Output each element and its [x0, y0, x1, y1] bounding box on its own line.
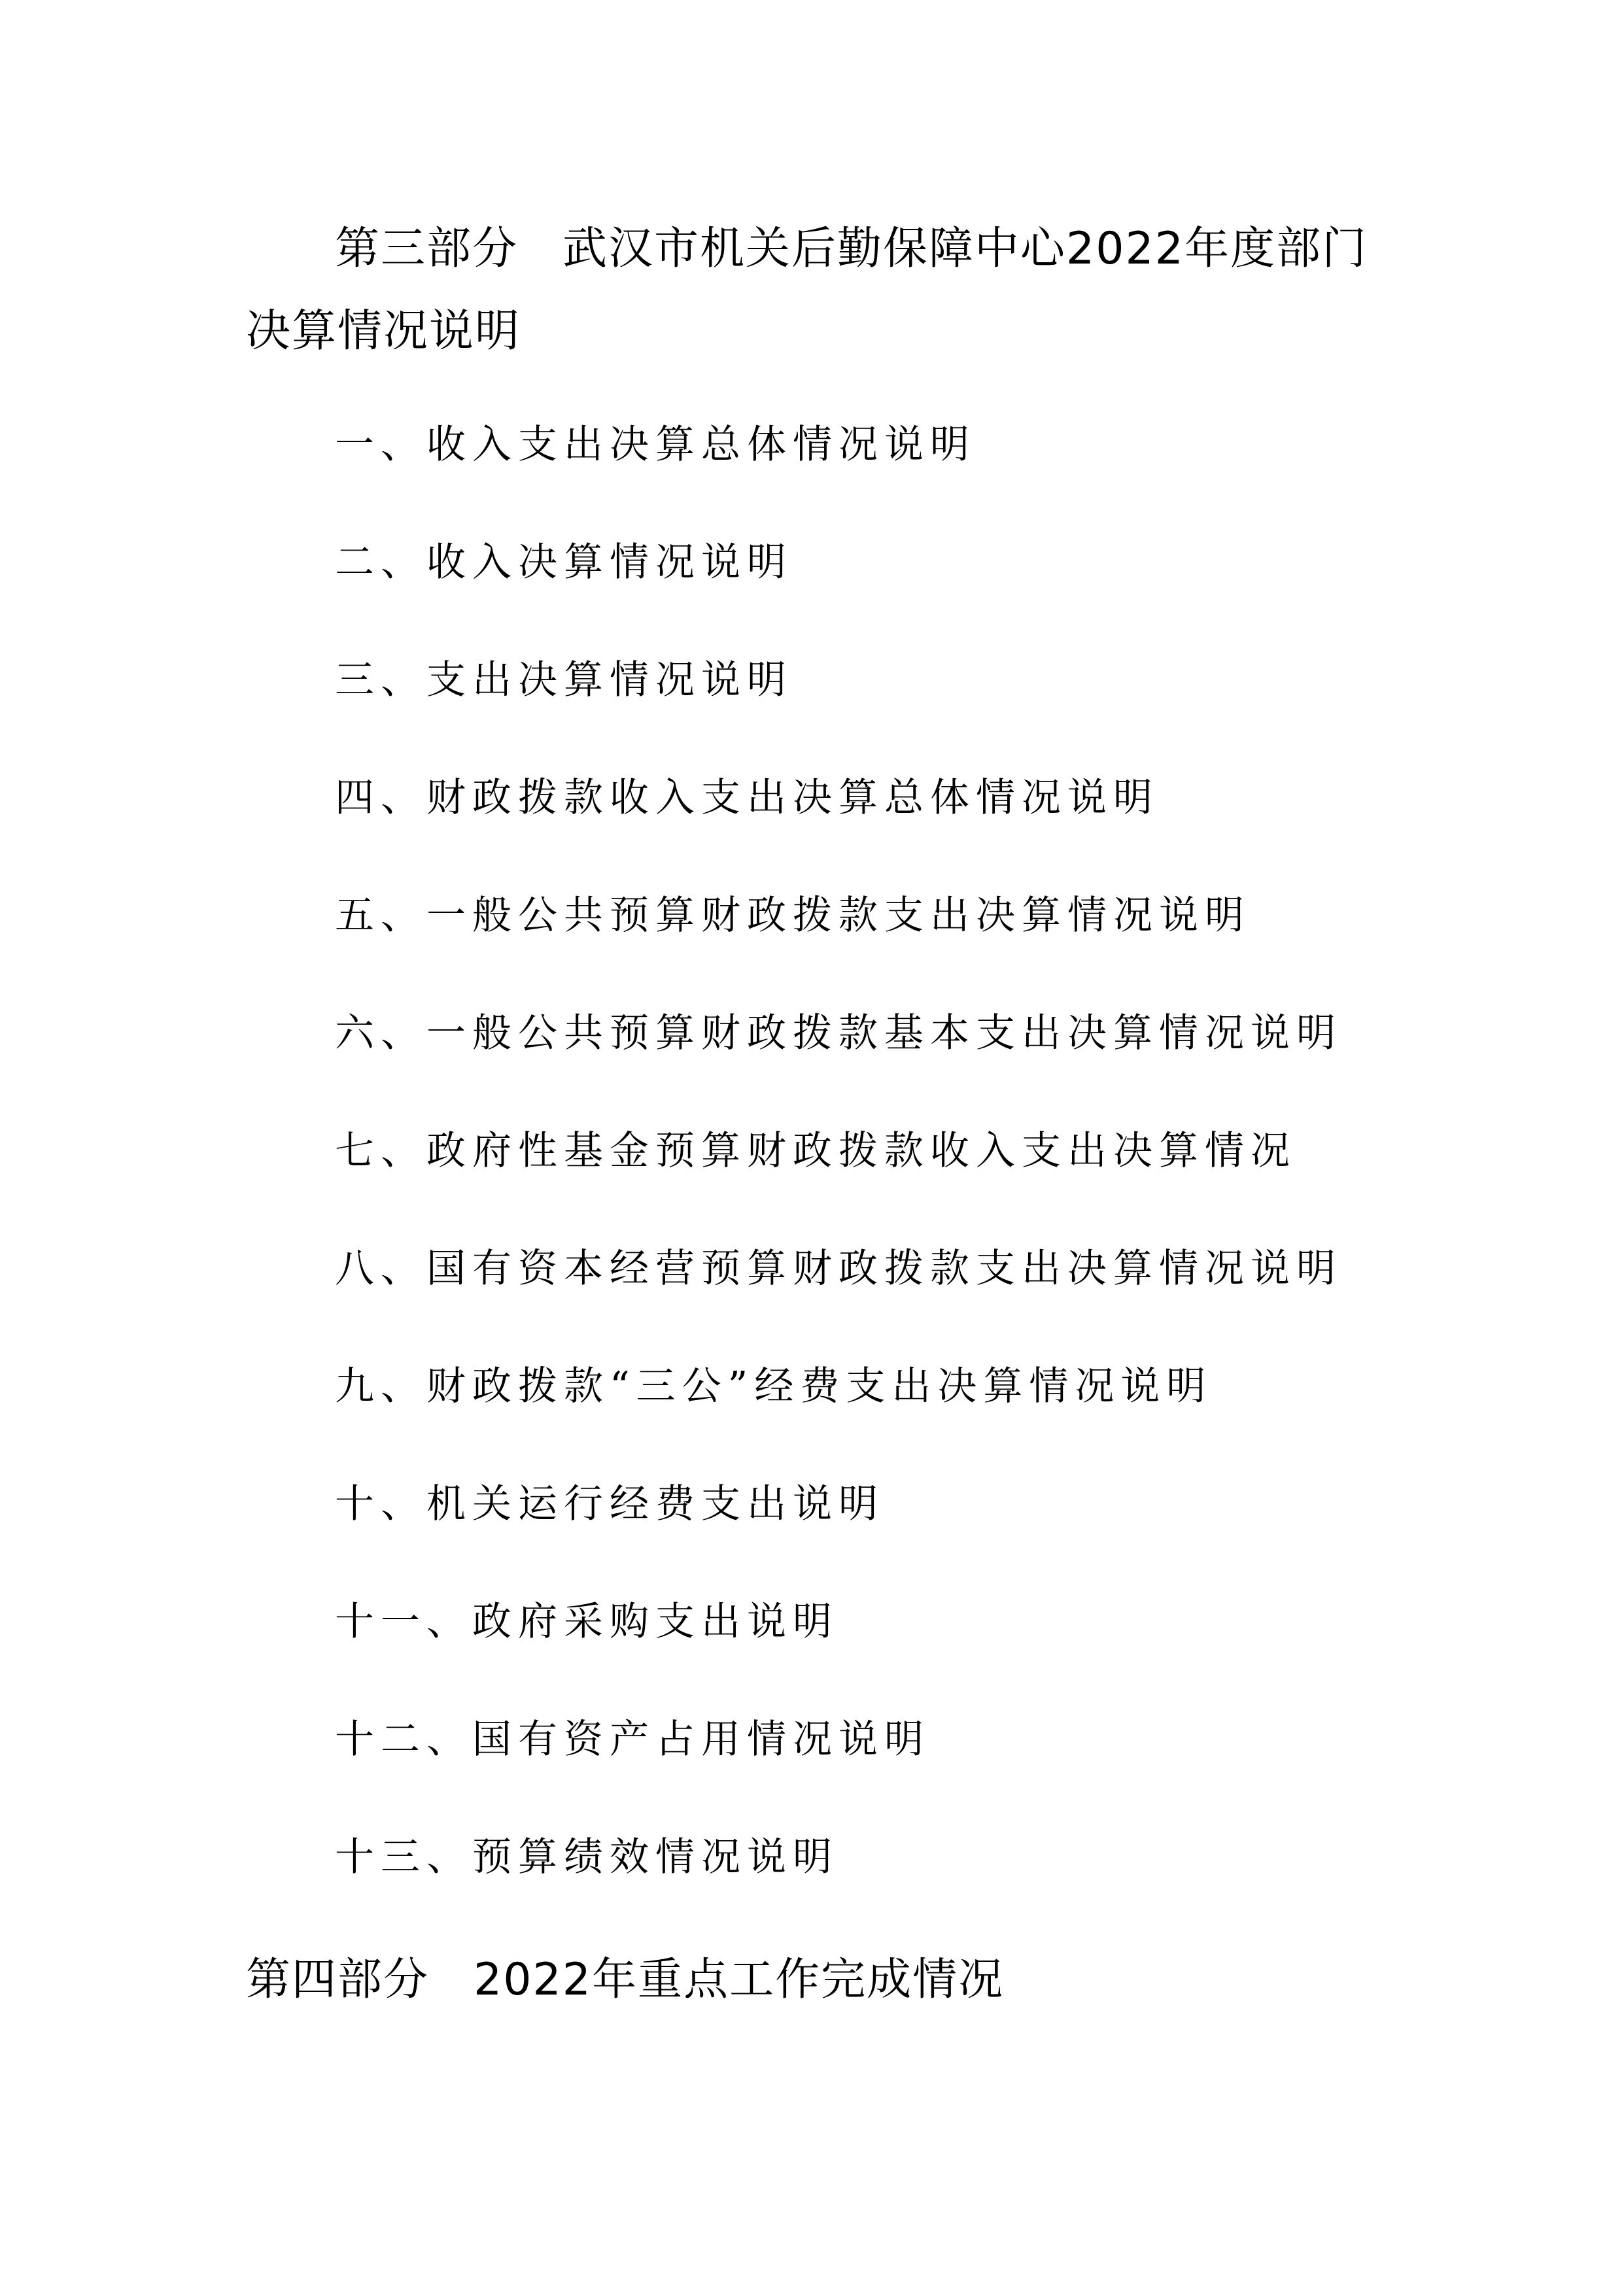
section-item: 五、一般公共预算财政拨款支出决算情况说明	[335, 893, 1251, 938]
part-three-title: 武汉市机关后勤保障中心2022年度部门决算情况说明	[246, 223, 1368, 357]
section-item: 九、财政拨款“三公”经费支出决算情况说明	[335, 1363, 1213, 1409]
section-item: 三、支出决算情况说明	[335, 657, 793, 703]
part-three-label: 第三部分	[335, 223, 519, 275]
section-item: 十一、政府采购支出说明	[335, 1599, 838, 1645]
section-item: 八、国有资本经营预算财政拨款支出决算情况说明	[335, 1246, 1342, 1292]
section-item: 十三、预算绩效情况说明	[335, 1834, 838, 1880]
section-item: 十二、国有资产占用情况说明	[335, 1717, 930, 1762]
part-three-heading	[246, 208, 1384, 373]
section-item: 十、机关运行经费支出说明	[335, 1481, 884, 1527]
section-item: 四、财政拨款收入支出决算总体情况说明	[335, 775, 1159, 821]
section-list	[335, 405, 1342, 1936]
part-four-heading	[246, 1939, 1384, 2021]
part-four-label: 第四部分	[246, 1954, 430, 2006]
part-four-title: 2022年重点工作完成情况	[474, 1954, 1005, 2006]
section-item: 七、政府性基金预算财政拨款收入支出决算情况	[335, 1128, 1296, 1174]
section-item: 六、一般公共预算财政拨款基本支出决算情况说明	[335, 1010, 1342, 1056]
section-item: 一、收入支出决算总体情况说明	[335, 422, 976, 468]
section-item: 二、收入决算情况说明	[335, 540, 793, 585]
